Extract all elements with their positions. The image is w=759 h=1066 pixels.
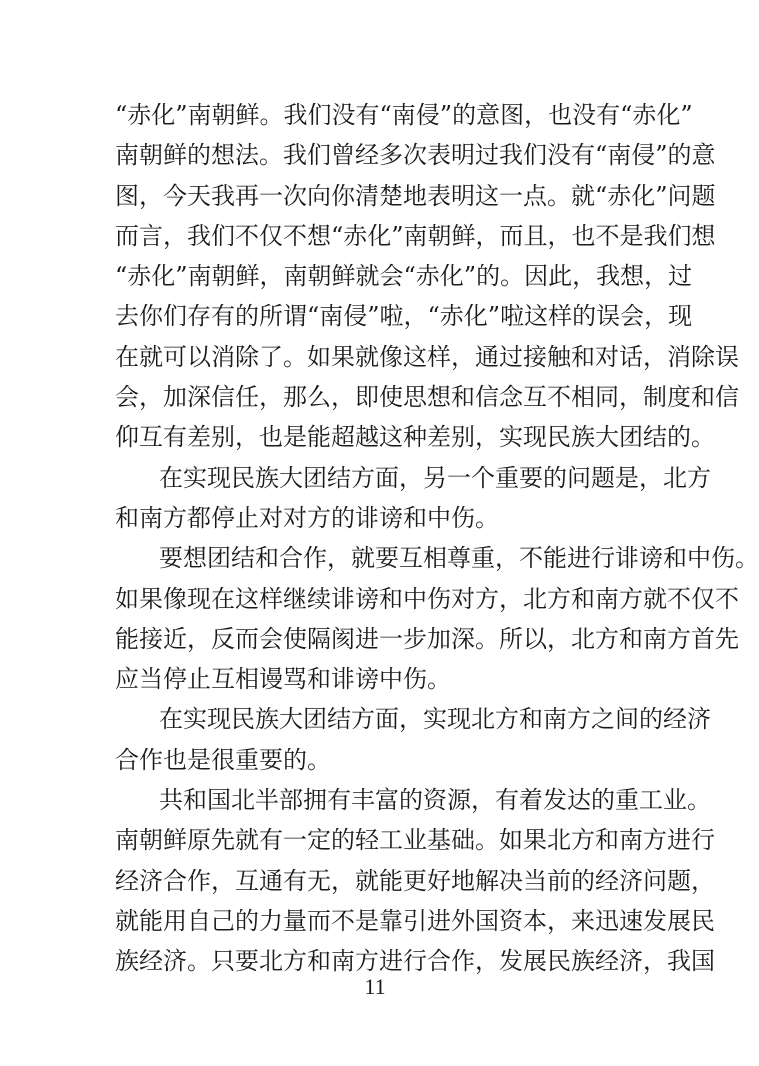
text-line: 而言，我们不仅不想“赤化”南朝鲜，而且，也不是我们想 — [115, 221, 716, 250]
text-line: 共和国北半部拥有丰富的资源，有着发达的重工业。 — [159, 786, 711, 815]
text-line: 族经济。只要北方和南方进行合作，发展民族经济，我国 — [115, 947, 715, 976]
text-line: 和南方都停止对对方的诽谤和中伤。 — [115, 503, 499, 532]
text-line: 在实现民族大团结方面，另一个重要的问题是，北方 — [159, 463, 711, 492]
text-line: 南朝鲜原先就有一定的轻工业基础。如果北方和南方进行 — [115, 826, 715, 855]
text-line: 要想团结和合作，就要互相尊重，不能进行诽谤和中伤。 — [159, 544, 759, 573]
text-line: 应当停止互相谩骂和诽谤中伤。 — [115, 665, 451, 694]
text-line: 能接近，反而会使隔阂进一步加深。所以，北方和南方首先 — [115, 624, 739, 653]
text-line: 如果像现在这样继续诽谤和中伤对方，北方和南方就不仅不 — [115, 584, 739, 613]
text-line: 经济合作，互通有无，就能更好地解决当前的经济问题， — [115, 866, 715, 895]
text-line: 在就可以消除了。如果就像这样，通过接触和对话，消除误 — [115, 342, 739, 371]
page-number: 11 — [364, 974, 386, 999]
text-line: 仰互有差别，也是能超越这种差别，实现民族大团结的。 — [115, 423, 715, 452]
text-line: 就能用自己的力量而不是靠引进外国资本，来迅速发展民 — [115, 906, 715, 935]
text-line: “赤化”南朝鲜。我们没有“南侵”的意图，也没有“赤化” — [115, 101, 693, 129]
text-line: 会，加深信任，那么，即使思想和信念互不相同，制度和信 — [115, 383, 739, 412]
text-line: 南朝鲜的想法。我们曾经多次表明过我们没有“南侵”的意 — [115, 141, 716, 170]
body-text — [115, 95, 759, 982]
text-line: 合作也是很重要的。 — [115, 745, 331, 774]
text-line: 图，今天我再一次向你清楚地表明这一点。就“赤化”问题 — [115, 181, 716, 210]
text-line: 去你们存有的所谓“南侵”啦，“赤化”啦这样的误会，现 — [115, 302, 693, 331]
text-line: 在实现民族大团结方面，实现北方和南方之间的经济 — [159, 705, 711, 734]
text-line: “赤化”南朝鲜，南朝鲜就会“赤化”的。因此，我想，过 — [115, 262, 693, 291]
